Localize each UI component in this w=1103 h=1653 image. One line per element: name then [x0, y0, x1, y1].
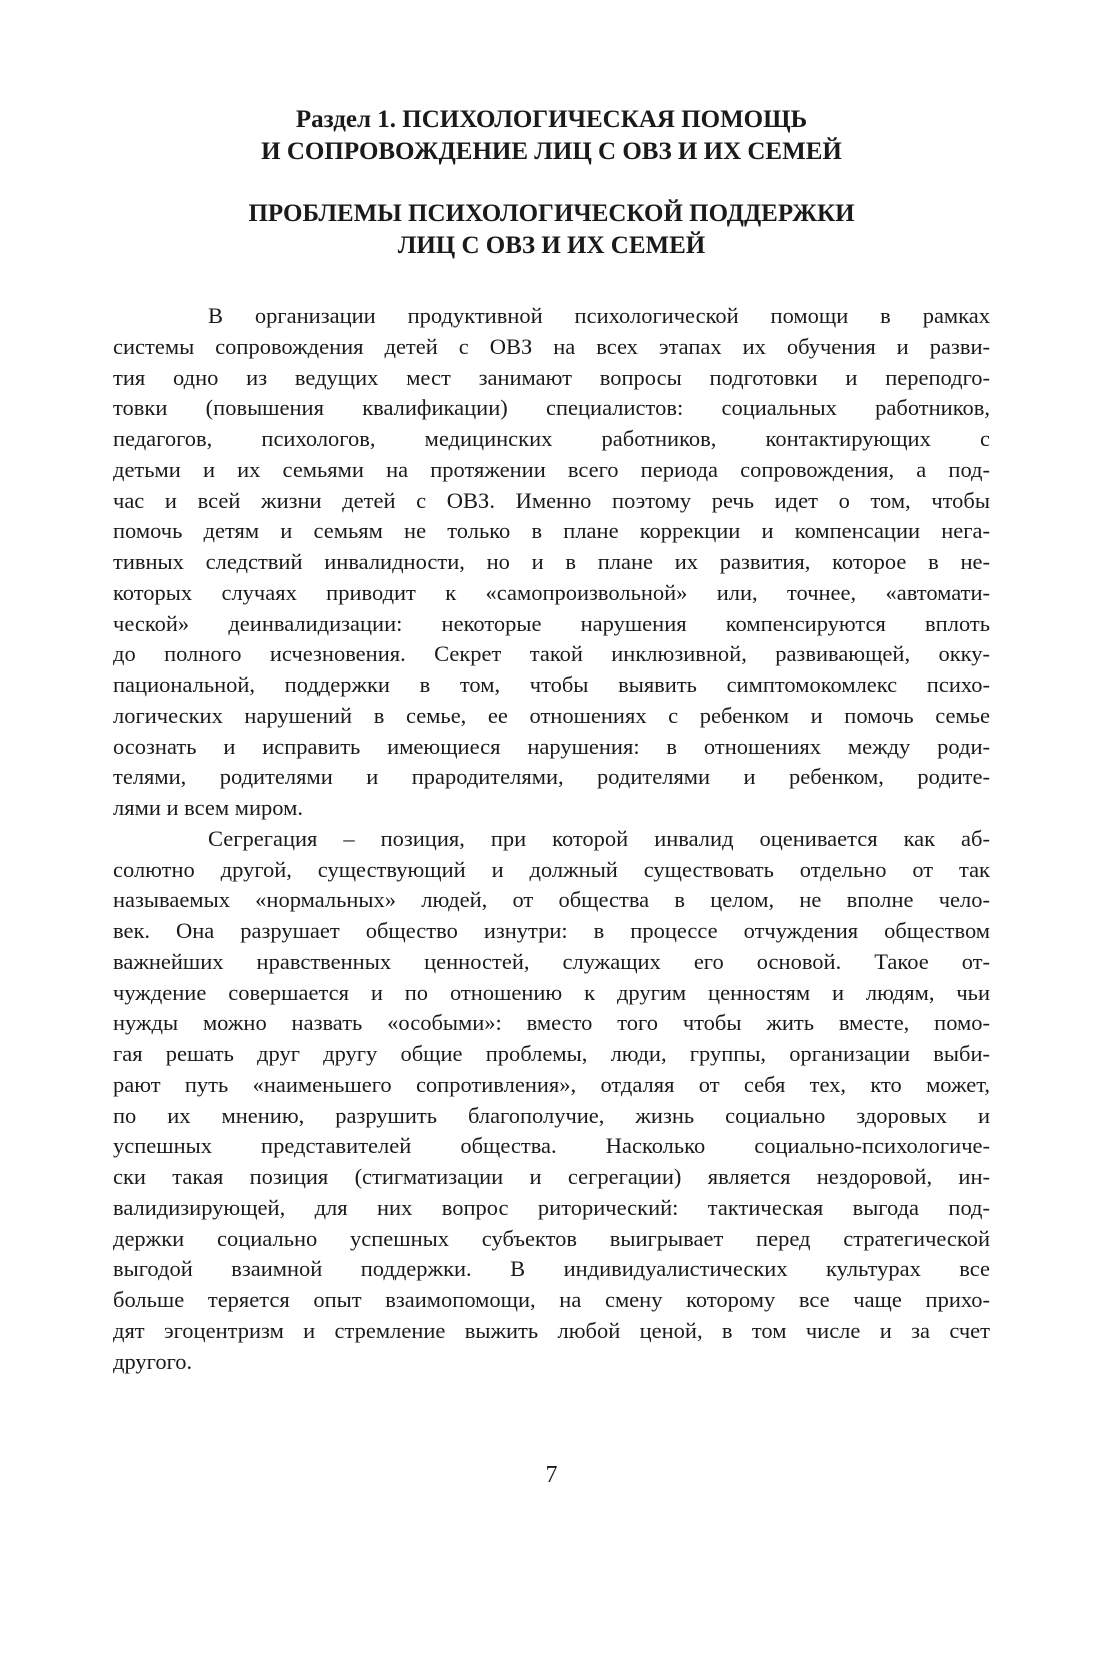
- paragraph-line: помочь детям и семьям не только в плане коррекции и компенсации нега-: [113, 518, 990, 544]
- article-title-line: ПРОБЛЕМЫ ПСИХОЛОГИЧЕСКОЙ ПОДДЕРЖКИ: [248, 200, 855, 227]
- paragraph-line: успешных представителей общества. Насколько социально-психологиче-: [113, 1133, 990, 1159]
- paragraph-line: держки социально успешных субъектов выигрывает перед стратегической: [113, 1225, 990, 1251]
- section-title: [100, 104, 1003, 168]
- paragraph-line: солютно другой, существующий и должный существовать отдельно от так: [113, 856, 990, 882]
- paragraph-line: логических нарушений в семье, ее отношениях с ребенком и помочь семье: [113, 702, 990, 728]
- paragraph-line: гая решать друг другу общие проблемы, люди, группы, организации выби-: [113, 1041, 990, 1066]
- body-text: [113, 301, 990, 1377]
- paragraph-line: которых случаях приводит к «самопроизвольной» или, точнее, «автомати-: [113, 579, 990, 605]
- paragraph-line: час и всей жизни детей с ОВЗ. Именно поэтому речь идет о том, чтобы: [113, 487, 990, 513]
- headings-block: [100, 104, 1003, 262]
- paragraph-line: важнейших нравственных ценностей, служащих его основой. Такое от-: [113, 948, 990, 974]
- page-number: 7: [545, 1462, 558, 1488]
- paragraph-line: валидизирующей, для них вопрос риторический: тактическая выгода под-: [113, 1194, 990, 1220]
- section-title-line: И СОПРОВОЖДЕНИЕ ЛИЦ С ОВЗ И ИХ СЕМЕЙ: [261, 138, 842, 165]
- paragraph-line: век. Она разрушает общество изнутри: в процессе отчуждения обществом: [113, 918, 990, 943]
- paragraph-line: тия одно из ведущих мест занимают вопросы подготовки и переподго-: [113, 364, 990, 390]
- paragraph-line: Сегрегация – позиция, при которой инвалид оценивается как аб-: [208, 825, 990, 851]
- paragraph-line: рают путь «наименьшего сопротивления», отдаляя от себя тех, кто может,: [113, 1071, 990, 1097]
- paragraph-line: другого.: [113, 1348, 193, 1374]
- paragraph-line: В организации продуктивной психологической помощи в рамках: [208, 303, 990, 328]
- paragraph-line: пациональной, поддержки в том, чтобы выявить симптомокомлекс психо-: [113, 672, 990, 697]
- paragraph-line: по их мнению, разрушить благополучие, жизнь социально здоровых и: [113, 1102, 990, 1128]
- paragraph-line: ческой» деинвалидизации: некоторые нарушения компенсируются вплоть: [113, 610, 990, 636]
- paragraph-line: выгодой взаимной поддержки. В индивидуалистических культурах все: [113, 1256, 990, 1282]
- paragraph: [113, 824, 990, 1378]
- article-title-line: ЛИЦ С ОВЗ И ИХ СЕМЕЙ: [397, 232, 706, 259]
- paragraph-line: телями, родителями и прародителями, родителями и ребенком, родите-: [113, 764, 990, 790]
- paragraph-line: осознать и исправить имеющиеся нарушения: в отношениях между роди-: [113, 733, 990, 759]
- paragraph-line: лями и всем миром.: [113, 795, 303, 820]
- paragraph-line: дят эгоцентризм и стремление выжить любой ценой, в том числе и за счет: [113, 1317, 990, 1343]
- article-title: [100, 198, 1003, 262]
- paragraph: [113, 301, 990, 824]
- paragraph-line: нужды можно назвать «особыми»: вместо того чтобы жить вместе, помо-: [113, 1010, 990, 1036]
- paragraph-line: больше теряется опыт взаимопомощи, на смену которому все чаще прихо-: [113, 1287, 990, 1312]
- section-title-line: Раздел 1. ПСИХОЛОГИЧЕСКАЯ ПОМОЩЬ: [295, 106, 808, 133]
- paragraph-line: до полного исчезновения. Секрет такой инклюзивной, развивающей, окку-: [113, 641, 990, 667]
- paragraph-line: детьми и их семьями на протяжении всего периода сопровождения, а под-: [113, 456, 990, 482]
- paragraph-line: чуждение совершается и по отношению к другим ценностям и людям, чьи: [113, 979, 990, 1005]
- paragraph-line: ски такая позиция (стигматизации и сегрегации) является нездоровой, ин-: [113, 1164, 990, 1189]
- paragraph-line: называемых «нормальных» людей, от общества в целом, не вполне чело-: [113, 887, 990, 913]
- paragraph-line: товки (повышения квалификации) специалистов: социальных работников,: [113, 395, 990, 421]
- paragraph-line: тивных следствий инвалидности, но и в плане их развития, которое в не-: [113, 549, 990, 574]
- paragraph-line: системы сопровождения детей с ОВЗ на всех этапах их обучения и разви-: [113, 333, 990, 359]
- paragraph-line: педагогов, психологов, медицинских работников, контактирующих с: [113, 426, 990, 451]
